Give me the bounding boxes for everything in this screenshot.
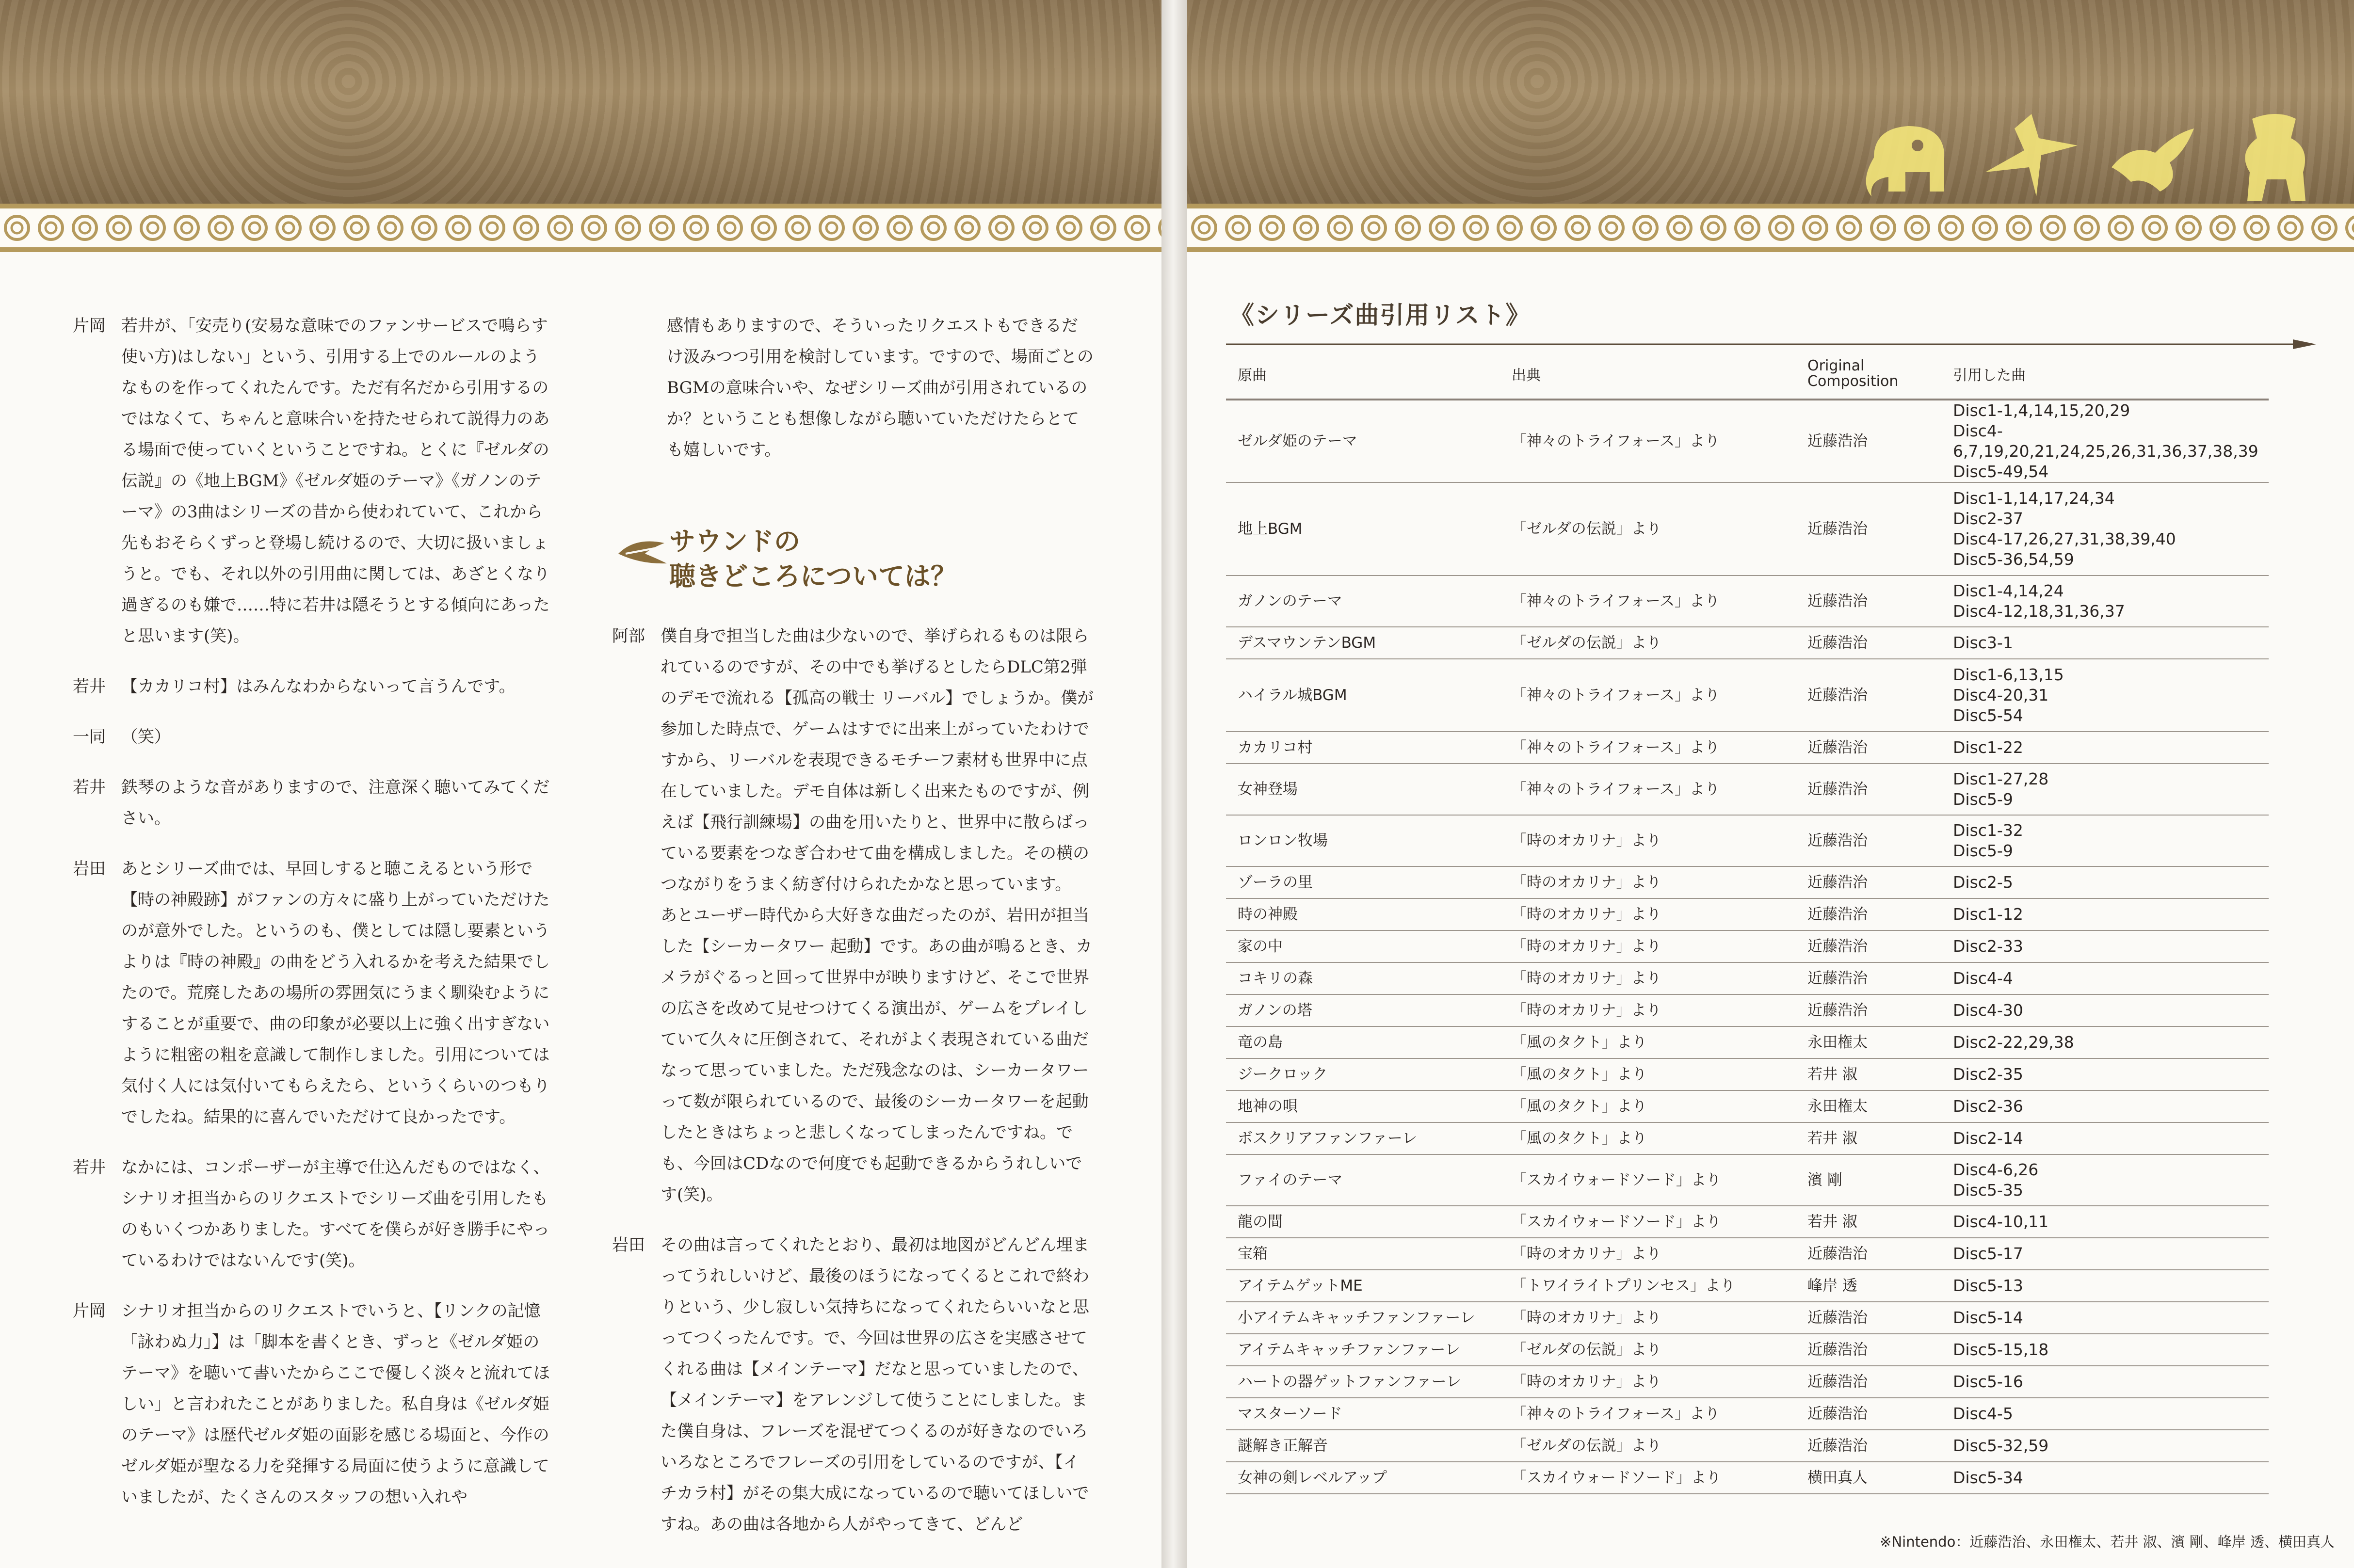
- section-heading: [616, 524, 957, 593]
- speaker-name: 片岡: [73, 1301, 106, 1321]
- disc-reference: Disc1-1,4,14,15,20,29: [1953, 401, 2130, 420]
- cell-source: 「風のタクト」より: [1500, 1026, 1796, 1058]
- disc-reference: Disc5-14: [1953, 1308, 2023, 1327]
- cell-used: [1941, 1302, 2269, 1334]
- dialogue-text: （笑）: [121, 727, 171, 747]
- cell-used: [1941, 1090, 2269, 1122]
- cell-composer: 濱 剛: [1796, 1154, 1941, 1206]
- header-source: 出典: [1500, 349, 1796, 400]
- disc-reference: Disc2-37: [1953, 509, 2023, 528]
- cell-used: [1941, 627, 2269, 659]
- cell-original: マスターソード: [1226, 1398, 1500, 1430]
- cell-source: 「ゼルダの伝説」より: [1500, 1334, 1796, 1366]
- cell-original: 地神の唄: [1226, 1090, 1500, 1122]
- table-row: [1226, 898, 2269, 930]
- table-row: [1226, 815, 2269, 866]
- speaker-name: 片岡: [73, 316, 106, 336]
- dialogue-entry: [73, 1152, 553, 1276]
- disc-reference: Disc5-32,59: [1953, 1436, 2049, 1455]
- table-row: [1226, 866, 2269, 898]
- cell-source: 「神々のトライフォース」より: [1500, 400, 1796, 482]
- disc-reference: Disc4-4: [1953, 969, 2013, 988]
- cell-original: 家の中: [1226, 930, 1500, 962]
- cell-composer: 近藤浩治: [1796, 930, 1941, 962]
- disc-reference: Disc5-36,54,59: [1953, 550, 2074, 569]
- cell-original: 小アイテムキャッチファンファーレ: [1226, 1302, 1500, 1334]
- table-row: [1226, 732, 2269, 764]
- dialogue-text: シナリオ担当からのリクエストでいうと、【リンクの記憶「詠わぬ力」】は「脚本を書くとき、ずっと《ゼルダ姫のテーマ》を聴いて書いたからここで優しく淡々と流れてほしい」と言われたことがありました。私自身は《ゼルダ姫のテーマ》は歴代ゼルダ姫の面影を感じる場面と、今作のゼルダ姫が聖なる力を発揮する局面に使うように意識していましたが、たくさんのスタッフの想い入れや: [121, 1301, 550, 1507]
- cell-original: 女神の剣レベルアップ: [1226, 1462, 1500, 1494]
- cell-source: 「時のオカリナ」より: [1500, 1366, 1796, 1398]
- table-header-row: [1226, 349, 2269, 400]
- cell-composer: 近藤浩治: [1796, 1366, 1941, 1398]
- book-gutter: [1161, 0, 1187, 1568]
- cell-composer: 若井 淑: [1796, 1206, 1941, 1238]
- disc-reference: Disc4-5: [1953, 1404, 2013, 1423]
- table-row: [1226, 482, 2269, 576]
- composer-footnote: ※Nintendo：近藤浩治、永田権太、若井 淑、濱 剛、峰岸 透、横田真人: [1880, 1534, 2335, 1550]
- cell-used: [1941, 400, 2269, 482]
- speaker-name: 一同: [73, 727, 106, 747]
- cell-composer: 近藤浩治: [1796, 764, 1941, 815]
- cell-original: 龍の間: [1226, 1206, 1500, 1238]
- cell-source: 「神々のトライフォース」より: [1500, 764, 1796, 815]
- cell-composer: 近藤浩治: [1796, 1302, 1941, 1334]
- list-title: 《シリーズ曲引用リスト》: [1230, 301, 1531, 329]
- ornamental-border: [0, 204, 1161, 252]
- disc-reference: Disc1-12: [1953, 905, 2023, 924]
- speaker-name: 若井: [73, 1158, 106, 1177]
- dialogue-text: 若井が、「安売り(安易な意味でのファンサービスで鳴らす使い方)はしない」という、引用する上でのルールのようなものを作ってくれたんです。ただ有名だから引用するのではなくて、ちゃんと意味合いを持たせられて説得力のある場面で使っていくということですね。とくに『ゼルダの伝説』の《地上BGM》《ゼルダ姫のテーマ》《ガノンのテーマ》の3曲はシリーズの昔から使われていて、これから先もおそらくずっと登場し続けるので、大切に扱いましょうと。でも、それ以外の引用曲に関しては、あざとくなり過ぎるのも嫌で……特に若井は隠そうとする傾向にあったと思います(笑)。: [121, 316, 550, 646]
- leaf-flourish-icon: [616, 534, 669, 568]
- speaker-name: 阿部: [612, 626, 645, 646]
- lizard-beast-emblem-icon: [2102, 99, 2204, 211]
- dialogue-entry: [73, 1296, 553, 1513]
- disc-reference: Disc4-30: [1953, 1001, 2023, 1020]
- table-row: [1226, 764, 2269, 815]
- cell-original: ゾーラの里: [1226, 866, 1500, 898]
- disc-reference: Disc1-4,14,24: [1953, 581, 2064, 600]
- cell-composer: 近藤浩治: [1796, 994, 1941, 1026]
- disc-reference: Disc1-27,28: [1953, 769, 2049, 788]
- disc-reference: Disc5-17: [1953, 1244, 2023, 1263]
- cell-source: 「時のオカリナ」より: [1500, 898, 1796, 930]
- speaker-name: 若井: [73, 677, 106, 696]
- table-row: [1226, 1430, 2269, 1462]
- cell-source: 「神々のトライフォース」より: [1500, 1398, 1796, 1430]
- table-row: [1226, 962, 2269, 994]
- disc-reference: Disc1-6,13,15: [1953, 665, 2064, 684]
- table-row: [1226, 1270, 2269, 1302]
- cell-composer: 峰岸 透: [1796, 1270, 1941, 1302]
- disc-reference: Disc2-35: [1953, 1065, 2023, 1084]
- table-row: [1226, 1122, 2269, 1154]
- table-row: [1226, 1154, 2269, 1206]
- citation-table: [1226, 349, 2269, 1494]
- cell-composer: 近藤浩治: [1796, 866, 1941, 898]
- table-row: [1226, 1026, 2269, 1058]
- disc-reference: Disc4-6,7,19,20,21,24,25,26,31,36,37,38,39: [1953, 421, 2258, 461]
- table-row: [1226, 930, 2269, 962]
- cell-source: 「スカイウォードソード」より: [1500, 1154, 1796, 1206]
- cell-source: 「風のタクト」より: [1500, 1122, 1796, 1154]
- cell-composer: 近藤浩治: [1796, 732, 1941, 764]
- cell-source: 「時のオカリナ」より: [1500, 1238, 1796, 1270]
- cell-original: 女神登場: [1226, 764, 1500, 815]
- interview-column-2-intro: 感情もありますので、そういったリクエストもできるだけ汲みつつ引用を検討しています。ですので、場面ごとのBGMの意味合いや、なぜシリーズ曲が引用されているのか？ということも想像しながら聴いていただけたらとても嬉しいです。: [667, 316, 1094, 460]
- cell-original: デスマウンテンBGM: [1226, 627, 1500, 659]
- camel-beast-emblem-icon: [2223, 99, 2325, 211]
- disc-reference: Disc5-54: [1953, 706, 2023, 725]
- cell-original: カカリコ村: [1226, 732, 1500, 764]
- disc-reference: Disc5-35: [1953, 1181, 2023, 1200]
- cell-source: 「時のオカリナ」より: [1500, 994, 1796, 1026]
- header-band: [0, 0, 1161, 204]
- cell-used: [1941, 1058, 2269, 1090]
- disc-reference: Disc1-32: [1953, 821, 2023, 840]
- cell-original: ハートの器ゲットファンファーレ: [1226, 1366, 1500, 1398]
- dialogue-text: その曲は言ってくれたとおり、最初は地図がどんどん埋まってうれしいけど、最後のほうになってくるとこれで終わりという、少し寂しい気持ちになってくれたらいいなと思ってつくったんです。で、今回は世界の広さを実感させてくれる曲は【メインテーマ】だなと思っていましたので、【メインテーマ】をアレンジして使うことにしました。また僕自身は、フレーズを混ぜてつくるのが好きなのでいろいろなところでフレーズの引用をしているのですが、【イチカラ村】がその集大成になっているので聴いてほしいですね。あの曲は各地から人がやってきて、どんど: [661, 1235, 1089, 1534]
- disc-reference: Disc5-9: [1953, 790, 2013, 809]
- dialogue-entry: [612, 621, 1095, 1210]
- cell-composer: 近藤浩治: [1796, 962, 1941, 994]
- cell-source: 「風のタクト」より: [1500, 1058, 1796, 1090]
- cell-used: [1941, 1334, 2269, 1366]
- cell-used: [1941, 994, 2269, 1026]
- speaker-name: 若井: [73, 778, 106, 797]
- speaker-name: 岩田: [612, 1235, 645, 1255]
- table-row: [1226, 576, 2269, 627]
- cell-composer: 永田権太: [1796, 1026, 1941, 1058]
- cell-original: ロンロン牧場: [1226, 815, 1500, 866]
- cell-used: [1941, 1206, 2269, 1238]
- cell-original: 宝箱: [1226, 1238, 1500, 1270]
- dialogue-text: 僕自身で担当した曲は少ないので、挙げられるものは限られているのですが、その中でも挙げるとしたらDLC第2弾のデモで流れる【孤高の戦士 リーバル】でしょうか。僕が参加した時点で、ゲームはすでに出来上がっていたわけですから、リーバルを表現できるモチーフ素材も世界中に点在していました。デモ自体は新しく出来たものですが、例えば【飛行訓練場】の曲を用いたりと、世界中に散らばっている要素をつなぎ合わせて曲を構成しました。その横のつながりをうまく紡ぎ付けられたかなと思っています。 あとユーザー時代から大好きな曲だったのが、岩田が担当した【シーカータワー 起動】です。あの曲が鳴るとき、カメラがぐるっと回って世界中が映りますけど、そこで世界の広さを改めて見せつけてくる演出が、ゲームをプレイしていて久々に圧倒されて、それがよく表現されている曲だなって思っていました。ただ残念なのは、シーカータワーって数が限られているので、最後のシーカータワーを起動したときはちょっと悲しくなってしまったんですね。でも、今回はCDなので何度でも起動できるからうれしいです(笑)。: [661, 626, 1094, 1204]
- cell-composer: 近藤浩治: [1796, 659, 1941, 732]
- cell-used: [1941, 815, 2269, 866]
- cell-used: [1941, 482, 2269, 576]
- cell-original: 竜の島: [1226, 1026, 1500, 1058]
- elephant-beast-emblem-icon: [1859, 99, 1961, 211]
- dialogue-entry: [73, 772, 553, 834]
- cell-source: 「時のオカリナ」より: [1500, 815, 1796, 866]
- cell-used: [1941, 1122, 2269, 1154]
- cell-original: ゼルダ姫のテーマ: [1226, 400, 1500, 482]
- cell-composer: 近藤浩治: [1796, 815, 1941, 866]
- disc-reference: Disc4-20,31: [1953, 686, 2049, 704]
- table-row: [1226, 1090, 2269, 1122]
- section-heading-text: サウンドの 聴きどころについては？: [669, 526, 957, 592]
- cell-source: 「ゼルダの伝説」より: [1500, 627, 1796, 659]
- cell-source: 「時のオカリナ」より: [1500, 1302, 1796, 1334]
- dialogue-entry: [73, 310, 553, 652]
- cell-source: 「時のオカリナ」より: [1500, 930, 1796, 962]
- disc-reference: Disc2-33: [1953, 937, 2023, 956]
- cell-used: [1941, 1154, 2269, 1206]
- cell-used: [1941, 1366, 2269, 1398]
- cell-original: ジークロック: [1226, 1058, 1500, 1090]
- disc-reference: Disc4-12,18,31,36,37: [1953, 602, 2125, 621]
- dialogue-text: なかには、コンポーザーが主導で仕込んだものではなく、シナリオ担当からのリクエストでシリーズ曲を引用したものもいくつかありました。すべてを僕らが好き勝手にやっているわけではないんです(笑)。: [121, 1158, 550, 1270]
- disc-reference: Disc5-49,54: [1953, 462, 2049, 481]
- cell-used: [1941, 732, 2269, 764]
- disc-reference: Disc4-17,26,27,31,38,39,40: [1953, 529, 2176, 548]
- cell-original: ボスクリアファンファーレ: [1226, 1122, 1500, 1154]
- cell-composer: 近藤浩治: [1796, 1430, 1941, 1462]
- cell-used: [1941, 1430, 2269, 1462]
- cell-used: [1941, 659, 2269, 732]
- cell-original: 時の神殿: [1226, 898, 1500, 930]
- cell-source: 「神々のトライフォース」より: [1500, 576, 1796, 627]
- cell-used: [1941, 930, 2269, 962]
- cell-composer: 近藤浩治: [1796, 1238, 1941, 1270]
- ornamental-border: [1187, 204, 2354, 252]
- table-row: [1226, 1238, 2269, 1270]
- disc-reference: Disc1-1,14,17,24,34: [1953, 489, 2115, 508]
- cell-source: 「スカイウォードソード」より: [1500, 1206, 1796, 1238]
- cell-used: [1941, 898, 2269, 930]
- header-used: 引用した曲: [1941, 349, 2269, 400]
- speaker-name: 岩田: [73, 859, 106, 879]
- dialogue-entry: [612, 1230, 1095, 1540]
- cell-used: [1941, 1026, 2269, 1058]
- left-page: [0, 0, 1161, 1568]
- disc-reference: Disc2-14: [1953, 1129, 2023, 1148]
- table-row: [1226, 659, 2269, 732]
- cell-composer: 近藤浩治: [1796, 576, 1941, 627]
- cell-used: [1941, 1238, 2269, 1270]
- header-composer: Original Composition: [1796, 349, 1941, 400]
- cell-composer: 近藤浩治: [1796, 627, 1941, 659]
- cell-original: ガノンのテーマ: [1226, 576, 1500, 627]
- table-row: [1226, 400, 2269, 482]
- cell-composer: 近藤浩治: [1796, 1398, 1941, 1430]
- cell-original: コキリの森: [1226, 962, 1500, 994]
- cell-original: アイテムゲットME: [1226, 1270, 1500, 1302]
- disc-reference: Disc2-5: [1953, 873, 2013, 892]
- cell-composer: 横田真人: [1796, 1462, 1941, 1494]
- table-row: [1226, 627, 2269, 659]
- dialogue-entry: [73, 853, 553, 1133]
- cell-used: [1941, 1270, 2269, 1302]
- cell-source: 「神々のトライフォース」より: [1500, 659, 1796, 732]
- cell-used: [1941, 1398, 2269, 1430]
- dialogue-entry: [73, 671, 553, 702]
- dialogue-text: 【カカリコ村】はみんなわからないって言うんです。: [121, 677, 516, 696]
- disc-reference: Disc5-15,18: [1953, 1340, 2049, 1359]
- table-row: [1226, 1206, 2269, 1238]
- table-row: [1226, 1058, 2269, 1090]
- cell-original: ファイのテーマ: [1226, 1154, 1500, 1206]
- cell-composer: 若井 淑: [1796, 1122, 1941, 1154]
- disc-reference: Disc1-22: [1953, 738, 2023, 757]
- interview-column-1: [73, 310, 553, 1532]
- table-row: [1226, 1302, 2269, 1334]
- cell-composer: 若井 淑: [1796, 1058, 1941, 1090]
- disc-reference: Disc5-34: [1953, 1468, 2023, 1487]
- cell-composer: 永田権太: [1796, 1090, 1941, 1122]
- table-row: [1226, 994, 2269, 1026]
- dialogue-entry: [73, 721, 553, 752]
- cell-original: 謎解き正解音: [1226, 1430, 1500, 1462]
- interview-column-2: [612, 621, 1095, 1559]
- cell-used: [1941, 962, 2269, 994]
- disc-reference: Disc3-1: [1953, 633, 2013, 652]
- table-row: [1226, 1366, 2269, 1398]
- dialogue-text: あとシリーズ曲では、早回しすると聴こえるという形で【時の神殿跡】がファンの方々に盛り上がっていただけたのが意外でした。というのも、僕としては隠し要素というよりは『時の神殿』の曲をどう入れるかを考えた結果でしたので。荒廃したあの場所の雰囲気にうまく馴染むようにすることが重要で、曲の印象が必要以上に強く出すぎないように粗密の粗を意識して制作しました。引用については気付く人には気付いてもらえたら、というくらいのつもりでしたね。結果的に喜んでいただけて良かったです。: [121, 859, 550, 1127]
- cell-source: 「時のオカリナ」より: [1500, 962, 1796, 994]
- table-row: [1226, 1334, 2269, 1366]
- cell-used: [1941, 764, 2269, 815]
- disc-reference: Disc2-22,29,38: [1953, 1033, 2074, 1052]
- cell-source: 「ゼルダの伝説」より: [1500, 1430, 1796, 1462]
- cell-source: 「ゼルダの伝説」より: [1500, 482, 1796, 576]
- table-row: [1226, 1398, 2269, 1430]
- cell-used: [1941, 1462, 2269, 1494]
- cell-source: 「スカイウォードソード」より: [1500, 1462, 1796, 1494]
- disc-reference: Disc5-13: [1953, 1276, 2023, 1295]
- cell-composer: 近藤浩治: [1796, 1334, 1941, 1366]
- disc-reference: Disc4-10,11: [1953, 1212, 2049, 1231]
- cell-used: [1941, 866, 2269, 898]
- cell-original: ハイラル城BGM: [1226, 659, 1500, 732]
- cell-used: [1941, 576, 2269, 627]
- cell-composer: 近藤浩治: [1796, 482, 1941, 576]
- disc-reference: Disc2-36: [1953, 1097, 2023, 1116]
- cell-source: 「神々のトライフォース」より: [1500, 732, 1796, 764]
- table-row: [1226, 1462, 2269, 1494]
- bird-beast-emblem-icon: [1981, 99, 2082, 211]
- disc-reference: Disc4-6,26: [1953, 1160, 2039, 1179]
- cell-source: 「時のオカリナ」より: [1500, 866, 1796, 898]
- cell-composer: 近藤浩治: [1796, 400, 1941, 482]
- disc-reference: Disc5-9: [1953, 841, 2013, 860]
- disc-reference: Disc5-16: [1953, 1372, 2023, 1391]
- cell-original: 地上BGM: [1226, 482, 1500, 576]
- dialogue-text: 鉄琴のような音がありますので、注意深く聴いてみてください。: [121, 778, 550, 828]
- emblem-row: [1859, 99, 2325, 211]
- cell-original: アイテムキャッチファンファーレ: [1226, 1334, 1500, 1366]
- cell-source: 「風のタクト」より: [1500, 1090, 1796, 1122]
- header-original: 原曲: [1226, 349, 1500, 400]
- cell-source: 「トワイライトプリンセス」より: [1500, 1270, 1796, 1302]
- cell-original: ガノンの塔: [1226, 994, 1500, 1026]
- right-page: [1187, 0, 2354, 1568]
- cell-composer: 近藤浩治: [1796, 898, 1941, 930]
